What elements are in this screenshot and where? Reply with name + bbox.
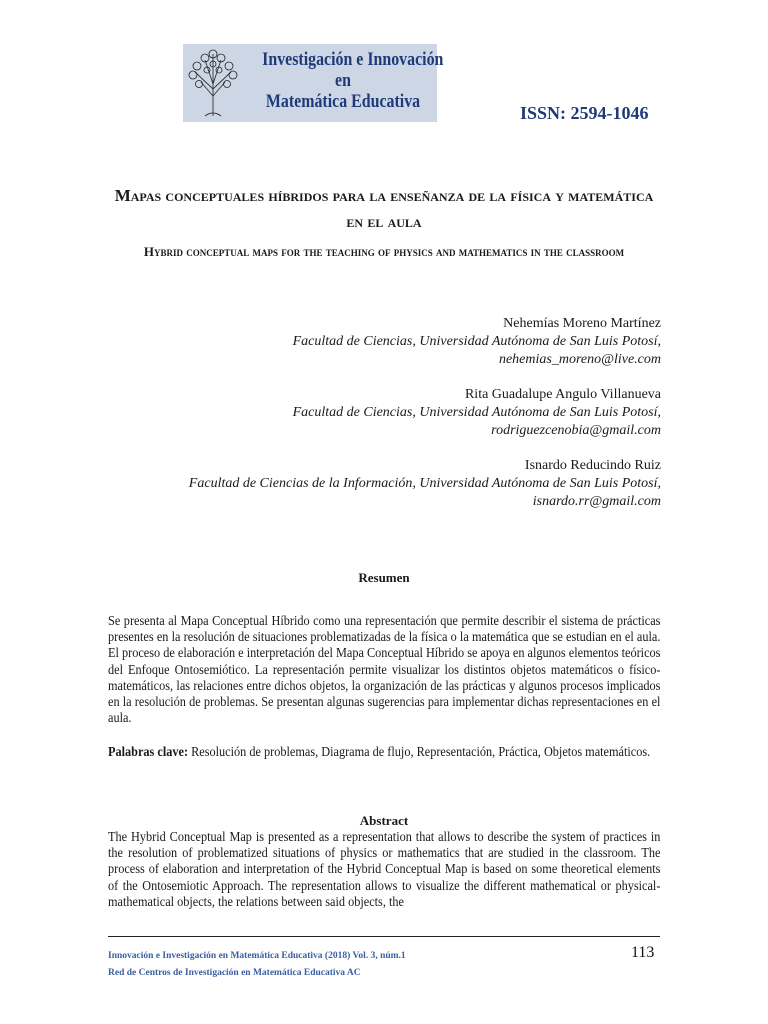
author-block (293, 315, 661, 369)
tree-logo-icon (183, 44, 243, 122)
journal-title-line: en (335, 71, 351, 91)
footer-journal-citation: Innovación e Investigación en Matemática Educativa (2018) Vol. 3, núm.1 (108, 951, 406, 961)
article-title-en: Hybrid conceptual maps for the teaching of physics and mathematics in the classroom (143, 244, 625, 259)
page-number: 113 (631, 944, 655, 961)
author-email: nehemias_moreno@live.com (498, 352, 661, 367)
issn-label: ISSN: 2594-1046 (520, 103, 649, 123)
abstract-heading: Abstract (359, 813, 409, 828)
resumen-paragraph: Se presenta al Mapa Conceptual Híbrido como una representación que permite describir el sistema de prácticas presentes en la resolución de situaciones problematizadas de la física o la matemática que se estudian en el aula. El proceso de elaboración e interpretación del Mapa Conceptual Híbrido se apoya en algunos elementos teóricos del Enfoque Ontosemiótico. La representación permite visualizar los distintos objetos matemáticos o físico-matemáticos, las relaciones entre dichos objetos, la organización de las prácticas y algunos procesos implicados en la resolución de problemas. Se presentan algunas sugerencias para implementar dichas representaciones en el aula. (108, 613, 661, 726)
journal-title (262, 50, 444, 113)
author-block (293, 386, 661, 440)
abstract-paragraph: The Hybrid Conceptual Map is presented as a representation that allows to describe the system of practices in the resolution of problematized situations of physics or mathematics that are studied in the classroom. The process of elaboration and interpretation of the Hybrid Conceptual Map is based on some theoretical elements of the Ontosemiotic Approach. The representation allows to visualize the different mathematical or physical-mathematical objects, the relations between said objects, the (108, 829, 661, 909)
author-name: Isnardo Reducindo Ruiz (524, 458, 661, 473)
author-email: rodriguezcenobia@gmail.com (491, 423, 661, 438)
keywords-label: Palabras clave: (108, 744, 189, 759)
footer-divider (108, 936, 660, 937)
journal-banner (183, 44, 444, 122)
journal-title-line: Matemática Educativa (265, 92, 421, 112)
footer-network-name: Red de Centros de Investigación en Matemática Educativa AC (108, 968, 361, 978)
author-affiliation: Facultad de Ciencias, Universidad Autónoma de San Luis Potosí, (292, 405, 661, 420)
author-email: isnardo.rr@gmail.com (532, 494, 661, 509)
author-affiliation: Facultad de Ciencias de la Información, Universidad Autónoma de San Luis Potosí, (188, 476, 661, 491)
author-name: Rita Guadalupe Angulo Villanueva (464, 387, 661, 402)
author-name: Nehemías Moreno Martínez (503, 316, 661, 331)
author-block (189, 457, 661, 511)
keywords-text: Resolución de problemas, Diagrama de flujo, Representación, Práctica, Objetos matemáticos. (191, 744, 651, 759)
author-affiliation: Facultad de Ciencias, Universidad Autónoma de San Luis Potosí, (292, 334, 661, 349)
journal-title-line: Investigación e Innovación (262, 50, 444, 70)
keywords-paragraph (108, 744, 660, 760)
resumen-heading: Resumen (358, 570, 410, 585)
article-title-es: Mapas conceptuales híbridos para la enseñanza de la física y matemática en el aula (114, 186, 654, 231)
